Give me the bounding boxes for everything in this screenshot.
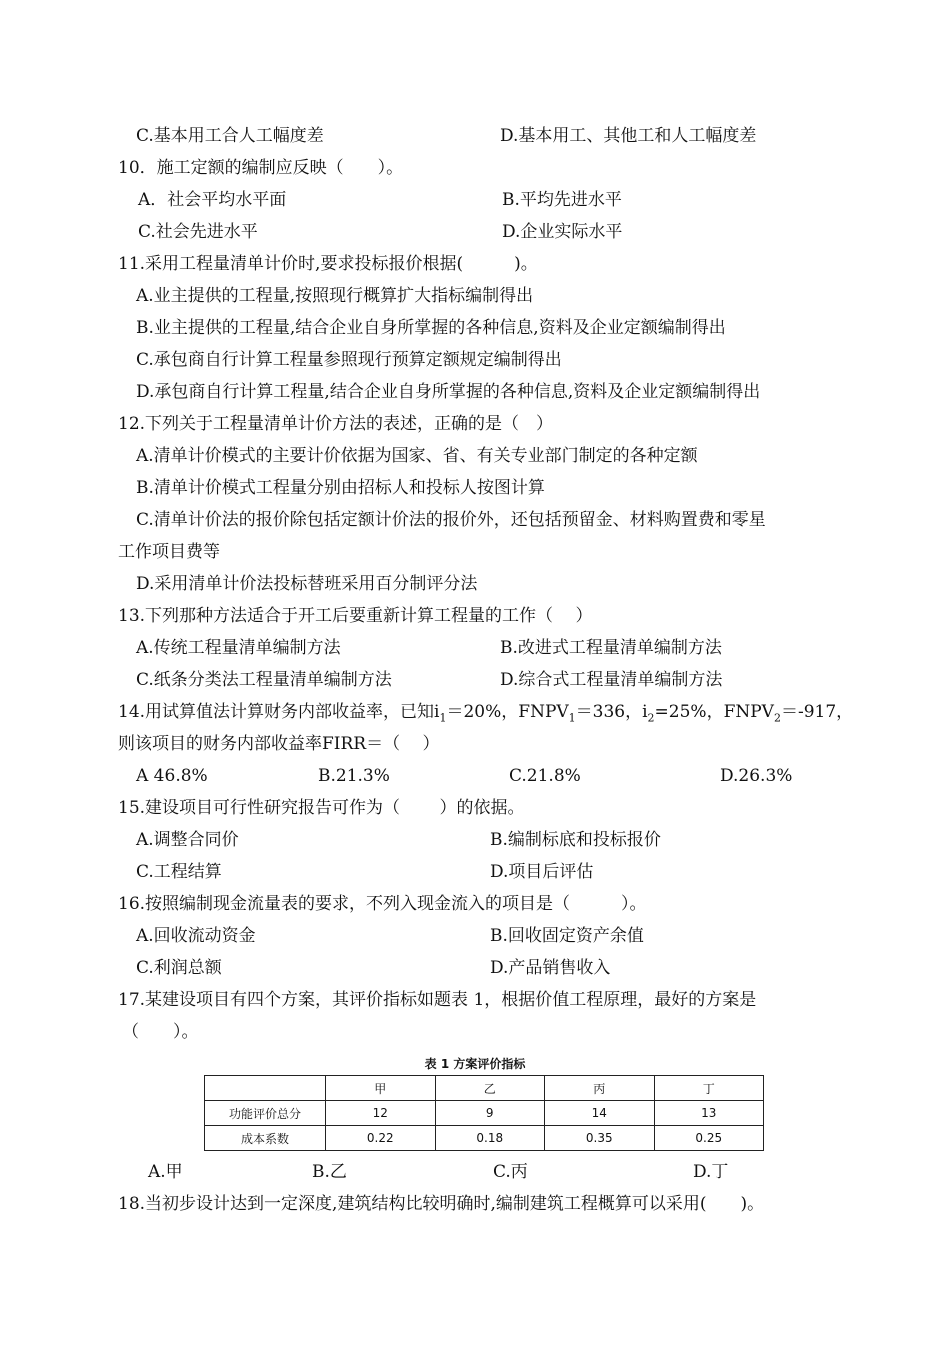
table-row bbox=[205, 1101, 764, 1126]
table-title: 表 1 方案评价指标 bbox=[424, 1057, 526, 1071]
q11-option-b: B.业主提供的工程量,结合企业自身所掌握的各种信息,资料及企业定额编制得出 bbox=[136, 318, 726, 338]
q15-option-a: A.调整合同价 bbox=[136, 830, 239, 850]
q11-option-a: A.业主提供的工程量,按照现行概算扩大指标编制得出 bbox=[136, 286, 534, 306]
header-cell: 丙 bbox=[545, 1076, 655, 1101]
question-17: 17.某建设项目有四个方案，其评价指标如题表 1，根据价值工程原理，最好的方案是 bbox=[118, 990, 757, 1010]
evaluation-table bbox=[204, 1075, 764, 1151]
option-d-text: D.基本用工、其他工和人工幅度差 bbox=[500, 126, 757, 146]
q14-option-a: A 46.8% bbox=[136, 766, 208, 786]
question-17-cont: （ ）。 bbox=[122, 1022, 199, 1042]
q11-option-c: C.承包商自行计算工程量参照现行预算定额规定编制得出 bbox=[136, 350, 562, 370]
q10-option-b: B.平均先进水平 bbox=[502, 190, 622, 210]
q10-option-a: A．社会平均水平面 bbox=[138, 190, 287, 210]
q11-option-d: D.承包商自行计算工程量,结合企业自身所掌握的各种信息,资料及企业定额编制得出 bbox=[136, 382, 761, 402]
table-cell: 0.18 bbox=[435, 1126, 545, 1151]
header-cell: 丁 bbox=[654, 1076, 764, 1101]
q15-option-b: B.编制标底和投标报价 bbox=[490, 830, 661, 850]
q17-option-b: B.乙 bbox=[312, 1162, 347, 1182]
table-cell: 0.25 bbox=[654, 1126, 764, 1151]
table-cell: 功能评价总分 bbox=[205, 1101, 326, 1126]
question-12: 12.下列关于工程量清单计价方法的表述，正确的是（ ） bbox=[118, 414, 554, 434]
q16-option-c: C.利润总额 bbox=[136, 958, 222, 978]
q17-option-c: C.丙 bbox=[493, 1162, 528, 1182]
q13-option-d: D.综合式工程量清单编制方法 bbox=[500, 670, 723, 690]
header-cell bbox=[205, 1076, 326, 1101]
q17-option-d: D.丁 bbox=[693, 1162, 729, 1182]
header-cell: 甲 bbox=[326, 1076, 436, 1101]
q12-option-a: A.清单计价模式的主要计价依据为国家、省、有关专业部门制定的各种定额 bbox=[136, 446, 698, 466]
question-14-cont: 则该项目的财务内部收益率FIRR＝（ ） bbox=[118, 734, 440, 754]
q12-option-b: B.清单计价模式工程量分别由招标人和投标人按图计算 bbox=[136, 478, 545, 498]
table-header-row bbox=[205, 1076, 764, 1101]
q10-option-d: D.企业实际水平 bbox=[502, 222, 623, 242]
q16-option-b: B.回收固定资产余值 bbox=[490, 926, 644, 946]
q16-option-d: D.产品销售收入 bbox=[490, 958, 611, 978]
question-14: 14.用试算值法计算财务内部收益率，已知$i_1=20\%$，$FNPV_1=336$，$i_2=25\%$，$FNPV_2=-917$， bbox=[118, 702, 854, 725]
question-11: 11.采用工程量清单计价时,要求投标报价根据( )。 bbox=[118, 254, 538, 274]
question-10: 10．施工定额的编制应反映（ ）。 bbox=[118, 158, 404, 178]
option-c-text: C.基本用工合人工幅度差 bbox=[136, 126, 324, 146]
q12-option-c-cont: 工作项目费等 bbox=[118, 542, 220, 562]
table-cell: 成本系数 bbox=[205, 1126, 326, 1151]
q15-option-c: C.工程结算 bbox=[136, 862, 222, 882]
question-16: 16.按照编制现金流量表的要求，不列入现金流入的项目是（ ）。 bbox=[118, 894, 647, 914]
q17-option-a: A.甲 bbox=[148, 1162, 183, 1182]
table-cell: 0.22 bbox=[326, 1126, 436, 1151]
q14-option-d: D.26.3% bbox=[720, 766, 793, 786]
q13-option-a: A.传统工程量清单编制方法 bbox=[136, 638, 341, 658]
question-15: 15.建设项目可行性研究报告可作为（ ）的依据。 bbox=[118, 798, 525, 818]
table-cell: 13 bbox=[654, 1101, 764, 1126]
header-cell: 乙 bbox=[435, 1076, 545, 1101]
q10-option-c: C.社会先进水平 bbox=[138, 222, 258, 242]
table-cell: 12 bbox=[326, 1101, 436, 1126]
q14-option-b: B.21.3% bbox=[318, 766, 390, 786]
q16-option-a: A.回收流动资金 bbox=[136, 926, 256, 946]
q15-option-d: D.项目后评估 bbox=[490, 862, 594, 882]
q14-option-c: C.21.8% bbox=[509, 766, 581, 786]
table-cell: 0.35 bbox=[545, 1126, 655, 1151]
question-13: 13.下列那种方法适合于开工后要重新计算工程量的工作（ ） bbox=[118, 606, 593, 626]
table-cell: 14 bbox=[545, 1101, 655, 1126]
q13-option-b: B.改进式工程量清单编制方法 bbox=[500, 638, 722, 658]
q13-option-c: C.纸条分类法工程量清单编制方法 bbox=[136, 670, 392, 690]
question-18: 18.当初步设计达到一定深度,建筑结构比较明确时,编制建筑工程概算可以采用( )。 bbox=[118, 1194, 765, 1214]
q12-option-d: D.采用清单计价法投标替班采用百分制评分法 bbox=[136, 574, 478, 594]
table-cell: 9 bbox=[435, 1101, 545, 1126]
q12-option-c: C.清单计价法的报价除包括定额计价法的报价外，还包括预留金、材料购置费和零星 bbox=[136, 510, 766, 530]
table-row bbox=[205, 1126, 764, 1151]
